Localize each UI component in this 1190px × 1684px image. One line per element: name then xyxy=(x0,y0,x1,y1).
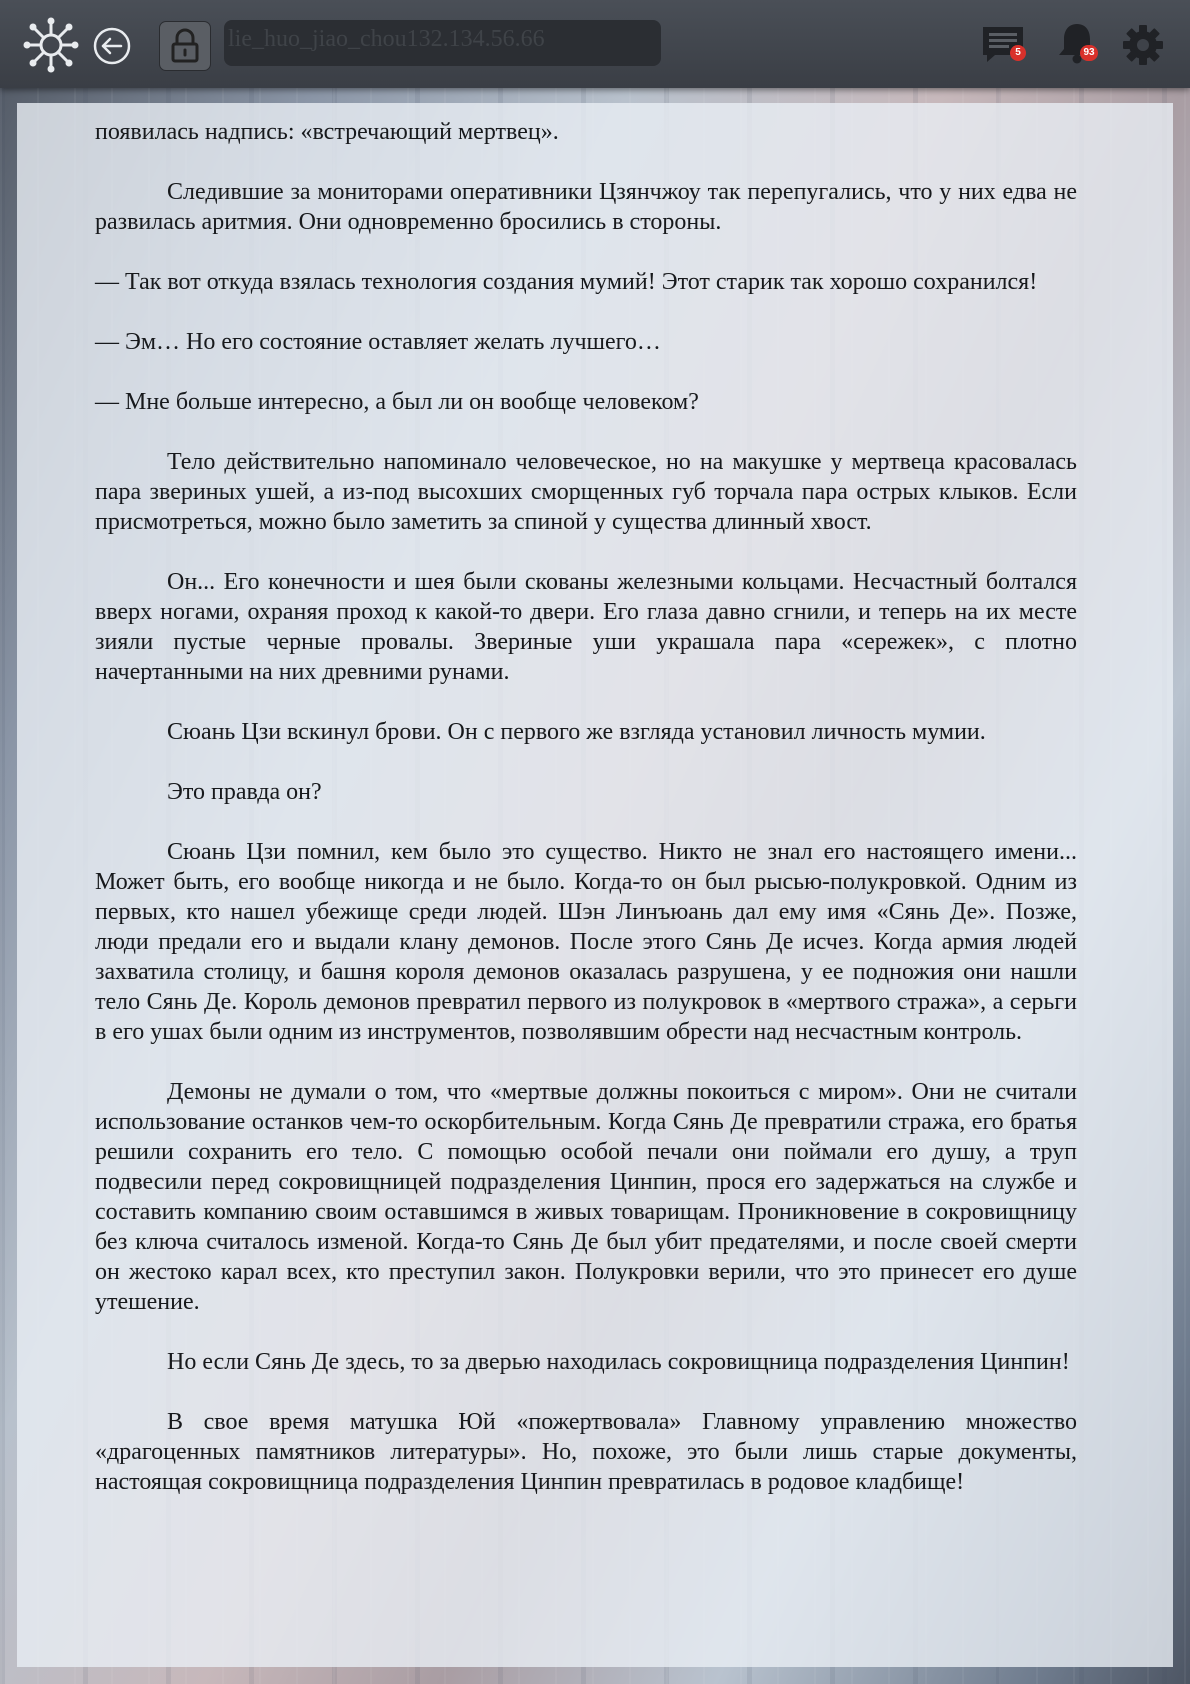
paragraph: Следившие за мониторами оперативники Цзянчжоу так перепугались, что у них едва не развилась аритмия. Они одновременно бросились в стороны. xyxy=(95,179,1077,235)
paragraph: Демоны не думали о том, что «мертвые должны покоиться с миром». Они не считали использование останков чем-то оскорбительным. Когда Сянь Де превратили стража, его братья решили сохранить его тело. С помощью особой печали они поймали его душу, а труп подвесили перед сокровищницей подразделения Цинпин, прося его задержаться на службе и составить компанию своим оставшимся в живых товарищам. Проникновение в сокровищницу без ключа считалось изменой. Когда-то Сянь Де был убит предателями, и после своей смерти он жестоко карал всех, кто преступил закон. Полукровки верили, что это принесет его душе утешение. xyxy=(95,1079,1077,1315)
paragraph: Тело действительно напоминало человеческое, но на макушке у мертвеца красовалась пара звериных ушей, а из-под высохших сморщенных губ торчала пара острых клыков. Если присмотреться, можно было заметить за спиной у существа длинный хвост. xyxy=(95,449,1077,535)
messages-icon[interactable] xyxy=(978,22,1028,66)
paragraph: — Мне больше интересно, а был ли он вообще человеком? xyxy=(95,389,699,415)
paragraph: появилась надпись: «встречающий мертвец». xyxy=(95,119,559,145)
paragraph: — Эм… Но его состояние оставляет желать лучшего… xyxy=(95,329,661,355)
bell-icon[interactable] xyxy=(1054,20,1100,66)
network-logo-icon[interactable] xyxy=(22,16,80,74)
notifications-count-badge: 93 xyxy=(1080,45,1098,61)
messages-count-badge: 5 xyxy=(1010,45,1026,61)
reader-page xyxy=(17,103,1173,1667)
paragraph: Он... Его конечности и шея были скованы железными кольцами. Несчастный болтался вверх ногами, охраняя проход к какой-то двери. Его глаза давно сгнили, и теперь на их месте зияли пустые черные провалы. Звериные уши украшала пара «сережек», с плотно начертанными на них древними рунами. xyxy=(95,569,1077,685)
gear-icon[interactable] xyxy=(1118,20,1168,70)
paragraph: Сюань Цзи помнил, кем было это существо. Никто не знал его настоящего имени... Может быть, его вообще никогда и не было. Когда-то он был рысью-полукровкой. Одним из первых, кто нашел убежище среди людей. Шэн Линъюань дал ему имя «Сянь Де». Позже, люди предали его и выдали клану демонов. После этого Сянь Де исчез. Когда армия людей захватила столицу, и башня короля демонов оказалась разрушена, у ее подножия они нашли тело Сянь Де. Король демонов превратил первого из полукровок в «мертвого стража», а серьги в его ушах были одним из инструментов, позволявшим обрести над несчастным контроль. xyxy=(95,839,1077,1045)
paragraph: Это правда он? xyxy=(167,779,322,805)
paragraph: Но если Сянь Де здесь, то за дверью находилась сокровищница подразделения Цинпин! xyxy=(167,1349,1070,1375)
paragraph: — Так вот откуда взялась технология создания мумий! Этот старик так хорошо сохранился! xyxy=(95,269,1038,295)
lock-icon[interactable] xyxy=(159,21,211,71)
top-bar xyxy=(0,0,1190,88)
back-arrow-icon[interactable] xyxy=(90,24,134,68)
paragraph: Сюань Цзи вскинул брови. Он с первого же взгляда установил личность мумии. xyxy=(167,719,986,745)
paragraph: В свое время матушка Юй «пожертвовала» Главному управлению множество «драгоценных памятников литературы». Но, похоже, это были лишь старые документы, настоящая сокровищница подразделения Цинпин превратилась в родовое кладбище! xyxy=(95,1409,1077,1495)
url-field[interactable]: lie_huo_jiao_chou132.134.56.66 xyxy=(224,20,661,66)
